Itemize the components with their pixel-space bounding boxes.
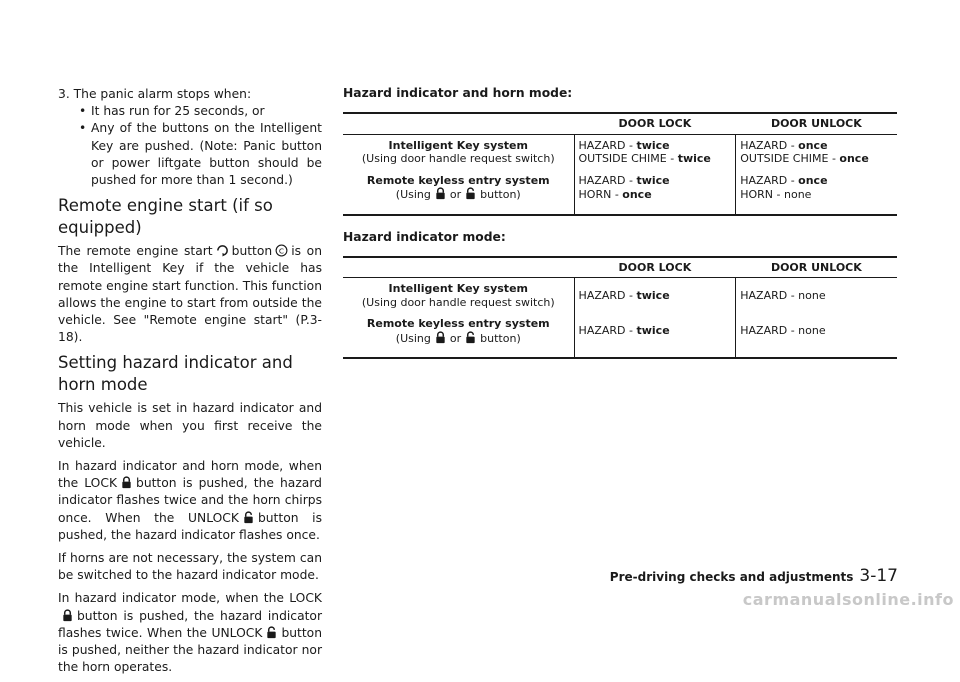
table1-title: Hazard indicator and horn mode: [343,86,573,100]
remote-start-icon [216,244,229,257]
table-row: Intelligent Key system (Using door handle request switch) HAZARD - twice HAZARD - none [343,278,897,314]
table-row: Intelligent Key system (Using door handle request switch) HAZARD - twice OUTSIDE CHIME - twice HAZARD - once OUTSIDE CHIME - once [343,134,897,170]
col-door-unlock: DOOR UNLOCK [736,258,897,278]
unlock-icon [464,331,477,344]
col-door-lock: DOOR LOCK [574,114,736,134]
heading-hazard-horn: Setting hazard indicator and horn mode [58,353,293,395]
left-column [58,86,322,682]
remote-engine-paragraph: The remote engine start button is on the Intelligent Key if the vehicle has remote engine start function. This function allows the engine to start from outside the vehicle. See "Remote engine start" (P.3-18). [58,244,322,345]
right-column [343,86,897,373]
step-3: 3. The panic alarm stops when: [58,87,252,101]
table-row: Remote keyless entry system (Using or button) HAZARD - twice HORN - once HAZARD - once HORN - none [343,170,897,214]
heading-remote-engine-start: Remote engine start (if so equipped) [58,196,273,238]
callout-c-icon [275,244,288,257]
lock-icon [434,187,447,200]
table-hazard [343,256,897,360]
page-number: 3-17 [859,566,898,586]
table-hazard-horn [343,112,897,216]
list-item: • Any of the buttons on the Intelligent Key are pushed. (Note: Panic button or power liftgate button should be pushed for more than 1 second.) [79,121,322,188]
lock-icon [120,476,133,489]
list-item: • It has run for 25 seconds, or [79,104,265,119]
table2-title: Hazard indicator mode: [343,229,506,244]
unlock-icon [265,626,278,639]
paragraph: In hazard indicator mode, when the LOCKbutton is pushed, the hazard indicator flashes twice. When the UNLOCK button is pushed, neither the hazard indicator nor the horn operates. [58,591,322,675]
paragraph: In hazard indicator and horn mode, when the LOCK button is pushed, the hazard indicator flashes twice and the horn chirps once. When the UNLOCK button is pushed, the hazard indicator flashes once. [58,459,322,542]
footer-section: Pre-driving checks and adjustments [609,570,854,584]
table-row: Remote keyless entry system (Using or button) HAZARD - twice HAZARD - none [343,313,897,357]
lock-icon [434,331,447,344]
paragraph: If horns are not necessary, the system can be switched to the hazard indicator mode. [58,551,322,583]
unlock-icon [242,511,255,524]
paragraph: This vehicle is set in hazard indicator and horn mode when you first receive the vehicle. [58,401,322,450]
page-footer [610,566,898,586]
col-door-unlock: DOOR UNLOCK [736,114,897,134]
bullet-list [58,103,322,189]
col-door-lock: DOOR LOCK [574,258,736,278]
watermark: carmanualsonline.info [742,590,954,609]
unlock-icon [464,187,477,200]
